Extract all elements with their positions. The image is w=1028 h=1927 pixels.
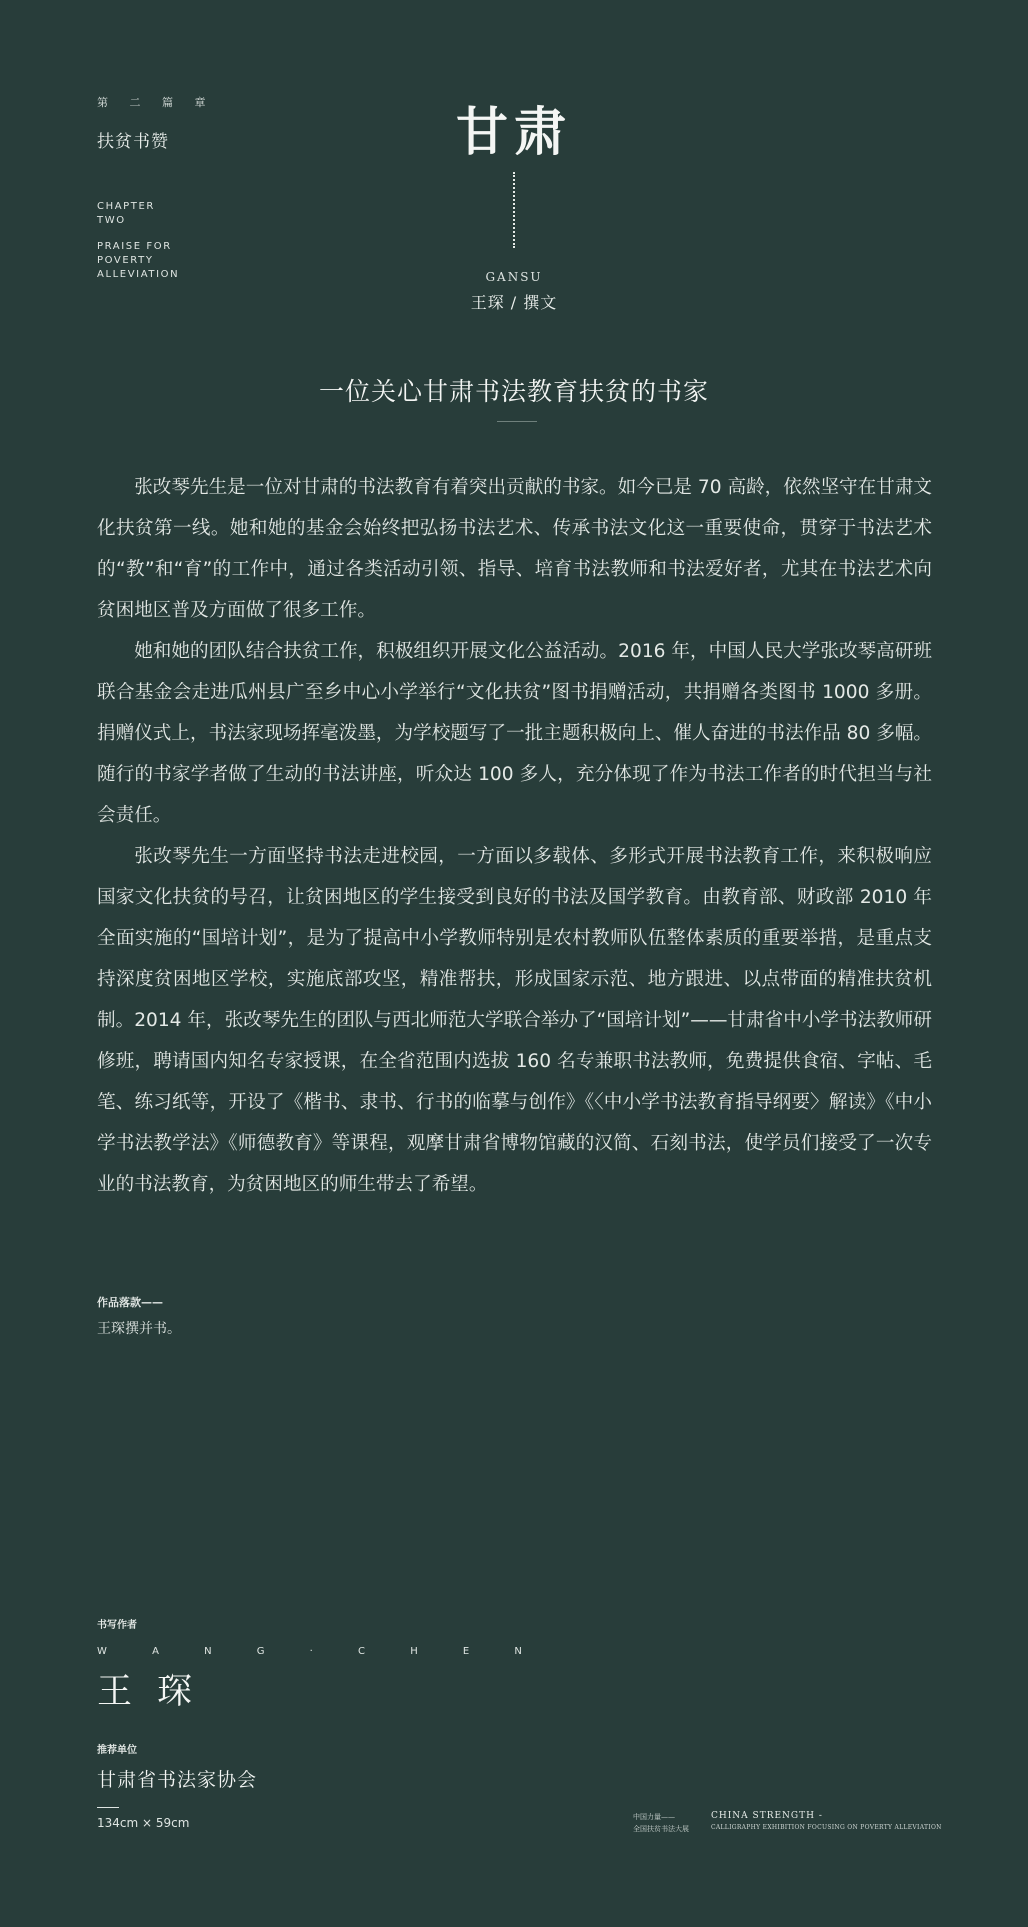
- province-title: 甘肃: [455, 102, 572, 163]
- province-en: GANSU: [485, 270, 543, 284]
- paragraph: 张改琴先生一方面坚持书法走进校园，一方面以多载体、多形式开展书法教育工作，来积极响应国家文化扶贫的号召，让贫困地区的学生接受到良好的书法及国学教育。由教育部、财政部 2010 年全面实施的“国培计划”，是为了提高中小学教师特别是农村教师队伍整体素质的重要举措，是重点支持深度贫困地区学校，实施底部攻坚，精准帮扶，形成国家示范、地方跟进、以点带面的精准扶贫机制。2014 年，张改琴先生的团队与西北师范大学联合举办了“国培计划”——甘肃省中小学书法教师研修班，聘请国内知名专家授课，在全省范围内选拔 160 名专兼职书法教师，免费提供食宿、字帖、毛笔、练习纸等，开设了《楷书、隶书、行书的临摹与创作》《〈中小学书法教育指导纲要〉解读》《中小学书法教学法》《师德教育》等课程，观摩甘肃省博物馆藏的汉简、石刻书法，使学员们接受了一次专业的书法教育，为贫困地区的师生带去了希望。: [97, 846, 932, 1195]
- brand-en-subtitle: CALLIGRAPHY EXHIBITION FOCUSING ON POVERTY ALLEVIATION: [711, 1824, 942, 1831]
- chapter-en-sub: PRAISE FOR POVERTY ALLEVIATION: [97, 241, 180, 280]
- size-divider: [97, 1807, 119, 1808]
- paragraph: 张改琴先生是一位对甘肃的书法教育有着突出贡献的书家。如今已是 70 高龄，依然坚守在甘肃文化扶贫第一线。她和她的基金会始终把弘扬书法艺术、传承书法文化这一重要使命，贯穿于书法艺术的“教”和“育”的工作中，通过各类活动引领、指导、培育书法教师和书法爱好者，尤其在书法艺术向贫困地区普及方面做了很多工作。: [97, 477, 933, 621]
- article-body: [97, 467, 932, 1205]
- headline-divider: [497, 421, 537, 422]
- brand-cn: 中国力量—— 全国扶贫书法大展: [633, 1813, 689, 1833]
- byline: 王琛 / 撰文: [470, 293, 558, 312]
- author-pinyin: W A N G · C H E N: [97, 1646, 543, 1657]
- brand-en-title: CHINA STRENGTH -: [711, 1811, 823, 1821]
- dotted-divider: [513, 172, 517, 248]
- recommend-label: 推荐单位: [97, 1745, 137, 1756]
- chapter-title: 扶贫书赞: [97, 132, 169, 152]
- artwork-size: 134cm × 59cm: [97, 1816, 190, 1830]
- chapter-label: 第 二 篇 章: [97, 96, 215, 109]
- signature-label: 作品落款——: [97, 1296, 163, 1309]
- author-label: 书写作者: [97, 1620, 137, 1631]
- recommend-org: 甘肃省书法家协会: [97, 1769, 258, 1791]
- paragraph: 她和她的团队结合扶贫工作，积极组织开展文化公益活动。2016 年，中国人民大学张改琴高研班联合基金会走进瓜州县广至乡中心小学举行“文化扶贫”图书捐赠活动，共捐赠各类图书 1000 多册。捐赠仪式上，书法家现场挥毫泼墨，为学校题写了一批主题积极向上、催人奋进的书法作品 80 多幅。随行的书家学者做了生动的书法讲座，听众达 100 多人，充分体现了作为书法工作者的时代担当与社会责任。: [97, 641, 933, 826]
- signature-text: 王琛撰并书。: [97, 1321, 181, 1337]
- chapter-en: CHAPTER TWO: [97, 201, 155, 226]
- article-headline: 一位关心甘肃书法教育扶贫的书家: [318, 377, 709, 406]
- author-name: 王 琛: [97, 1672, 200, 1712]
